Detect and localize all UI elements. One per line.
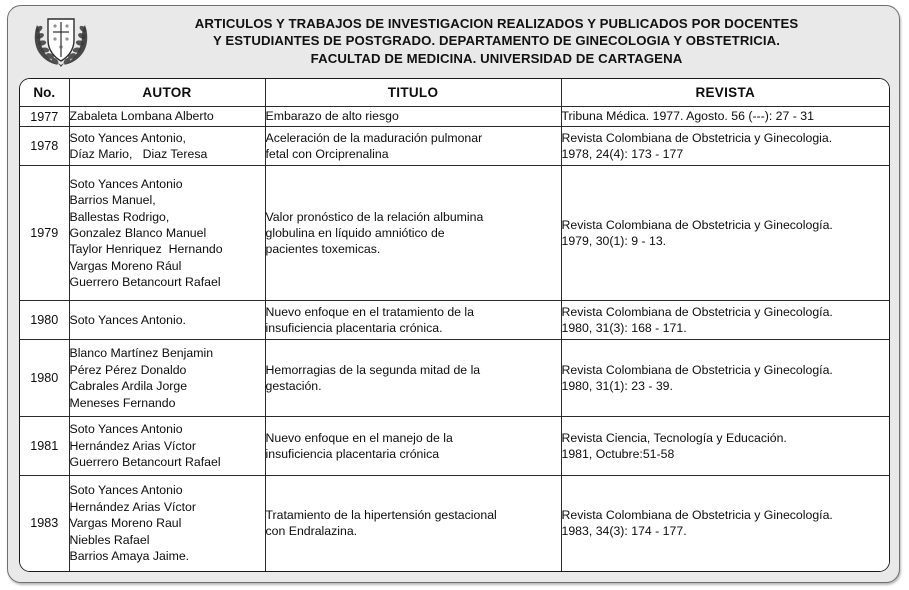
cell-revista: Revista Colombiana de Obstetricia y Ginecología. 1980, 31(3): 168 - 171. [561, 300, 889, 339]
cell-title: Valor pronóstico de la relación albumina globulina en líquido amniótico de pacientes toxemicas. [265, 166, 561, 300]
cell-year: 1983 [20, 475, 69, 571]
cell-author: Soto Yances Antonio, Díaz Mario, Diaz Teresa [69, 127, 265, 166]
table-row [20, 417, 889, 475]
cell-revista: Revista Colombiana de Obstetricia y Ginecologia. 1978, 24(4): 173 - 177 [561, 127, 889, 166]
cell-revista: Revista Colombiana de Obstetricia y Ginecología. 1979, 30(1): 9 - 13. [561, 166, 889, 300]
column-header-titulo: TITULO [265, 79, 561, 107]
cell-year: 1980 [20, 300, 69, 339]
cell-year: 1977 [20, 107, 69, 127]
cell-revista: Tribuna Médica. 1977. Agosto. 56 (---): 27 - 31 [561, 107, 889, 127]
cell-author: Blanco Martínez Benjamin Pérez Pérez Donaldo Cabrales Ardila Jorge Meneses Fernando [69, 340, 265, 417]
table-row [20, 340, 889, 417]
table-row [20, 300, 889, 339]
cell-title: Nuevo enfoque en el manejo de la insuficiencia placentaria crónica [265, 417, 561, 475]
cell-year: 1979 [20, 166, 69, 300]
cell-revista: Revista Ciencia, Tecnología y Educación. 1981, Octubre:51-58 [561, 417, 889, 475]
title-line-1: ARTICULOS Y TRABAJOS DE INVESTIGACION REALIZADOS Y PUBLICADOS POR DOCENTES [194, 15, 799, 31]
cell-author: Soto Yances Antonio Barrios Manuel, Ballestas Rodrigo, Gonzalez Blanco Manuel Taylor Henriquez Hernando Vargas Moreno Rául Guerrero Betancourt Rafael [69, 166, 265, 300]
cell-title: Embarazo de alto riesgo [265, 107, 561, 127]
university-crest-icon [9, 12, 113, 70]
cell-revista: Revista Colombiana de Obstetricia y Ginecología. 1980, 31(1): 23 - 39. [561, 340, 889, 417]
publications-table [20, 79, 889, 571]
column-header-revista: REVISTA [561, 79, 889, 107]
publications-table-frame [19, 78, 890, 572]
table-row [20, 166, 889, 300]
cell-author: Soto Yances Antonio Hernández Arias Víctor Guerrero Betancourt Rafael [69, 417, 265, 475]
cell-year: 1980 [20, 340, 69, 417]
cell-title: Hemorragias de la segunda mitad de la gestación. [265, 340, 561, 417]
table-header-row [20, 79, 889, 107]
cell-year: 1981 [20, 417, 69, 475]
table-row [20, 127, 889, 166]
title-band [9, 7, 898, 75]
column-header-autor: AUTOR [69, 79, 265, 107]
cell-title: Aceleración de la maduración pulmonar fetal con Orciprenalina [265, 127, 561, 166]
cell-revista: Revista Colombiana de Obstetricia y Ginecología. 1983, 34(3): 174 - 177. [561, 475, 889, 571]
title-line-3: FACULTAD DE MEDICINA. UNIVERSIDAD DE CARTAGENA [310, 50, 683, 66]
cell-year: 1978 [20, 127, 69, 166]
cell-title: Nuevo enfoque en el tratamiento de la insuficiencia placentaria crónica. [265, 300, 561, 339]
page-title [113, 15, 898, 68]
cell-author: Soto Yances Antonio Hernández Arias Víctor Vargas Moreno Raul Niebles Rafael Barrios Amaya Jaime. [69, 475, 265, 571]
cell-author: Zabaleta Lombana Alberto [69, 107, 265, 127]
table-row [20, 475, 889, 571]
column-header-no: No. [20, 79, 69, 107]
title-line-2: Y ESTUDIANTES DE POSTGRADO. DEPARTAMENTO DE GINECOLOGIA Y OBSTETRICIA. [212, 33, 781, 49]
table-row [20, 107, 889, 127]
cell-title: Tratamiento de la hipertensión gestacional con Endralazina. [265, 475, 561, 571]
cell-author: Soto Yances Antonio. [69, 300, 265, 339]
table-body [20, 107, 889, 572]
